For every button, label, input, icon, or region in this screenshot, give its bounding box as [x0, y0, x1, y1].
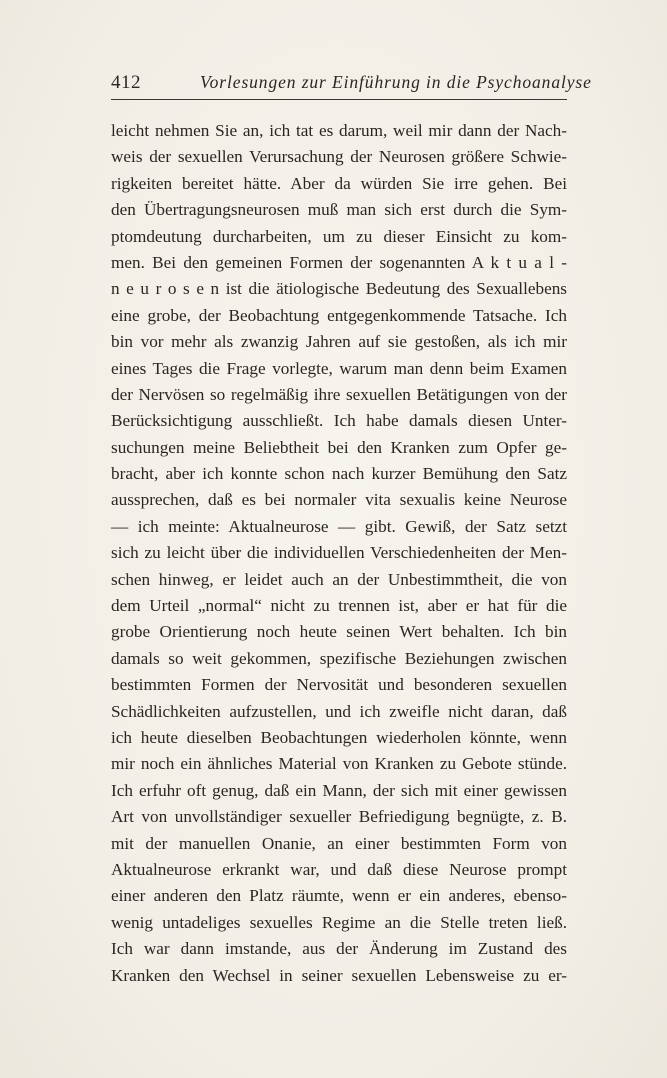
text-line: Berücksichtigung ausschließt. Ich habe damals diesen Unter-	[111, 411, 567, 431]
text-line: den Übertragungsneurosen muß man sich erst durch die Sym-	[111, 200, 567, 220]
text-line: Schädlichkeiten aufzustellen, und ich zweifle nicht daran, daß	[111, 701, 567, 721]
running-title: Vorlesungen zur Einführung in die Psychoanalyse	[200, 72, 592, 92]
text-line: grobe Orientierung noch heute seinen Wert behalten. Ich bin	[111, 622, 567, 642]
text-line: Art von unvollständiger sexueller Befriedigung begnügte, z. B.	[111, 807, 567, 827]
text-line: schen hinweg, er leidet auch an der Unbestimmtheit, die von	[111, 569, 567, 589]
page-header	[111, 72, 592, 98]
header-rule	[111, 99, 567, 100]
text-line: Ich erfuhr oft genug, daß ein Mann, der sich mit einer gewissen	[111, 780, 567, 800]
text-line: men. Bei den gemeinen Formen der sogenannten A k t u a l -	[111, 252, 567, 272]
text-line: weis der sexuellen Verursachung der Neurosen größere Schwie-	[111, 147, 567, 167]
text-line: der Nervösen so regelmäßig ihre sexuellen Betätigungen von der	[111, 384, 567, 404]
text-line: sich zu leicht über die individuellen Verschiedenheiten der Men-	[111, 543, 567, 563]
text-line: bin vor mehr als zwanzig Jahren auf sie gestoßen, als ich mir	[111, 332, 567, 352]
text-line: eine grobe, der Beobachtung entgegenkommende Tatsache. Ich	[111, 305, 567, 325]
text-line: Ich war dann imstande, aus der Änderung im Zustand des	[111, 939, 567, 959]
text-line: mit der manuellen Onanie, an einer bestimmten Form von	[111, 833, 567, 853]
text-line: wenig untadeliges sexuelles Regime an die Stelle treten ließ.	[111, 912, 567, 932]
text-line: aussprechen, daß es bei normaler vita sexualis keine Neurose	[111, 490, 567, 510]
text-line: n e u r o s e n ist die ätiologische Bedeutung des Sexuallebens	[111, 279, 567, 299]
text-line: rigkeiten bereitet hätte. Aber da würden Sie irre gehen. Bei	[111, 173, 567, 193]
text-line: bestimmten Formen der Nervosität und besonderen sexuellen	[111, 675, 567, 695]
text-line: bracht, aber ich konnte schon nach kurzer Bemühung den Satz	[111, 464, 567, 484]
text-line: ptomdeutung durcharbeiten, um zu dieser Einsicht zu kom-	[111, 226, 567, 246]
text-line: suchungen meine Beliebtheit bei den Kranken zum Opfer ge-	[111, 437, 567, 457]
text-line: mir noch ein ähnliches Material von Kranken zu Gebote stünde.	[111, 754, 567, 774]
text-line: einer anderen den Platz räumte, wenn er ein anderes, ebenso-	[111, 886, 567, 906]
text-line: ich heute dieselben Beobachtungen wiederholen könnte, wenn	[111, 727, 567, 747]
text-line: dem Urteil „normal“ nicht zu trennen ist, aber er hat für die	[111, 596, 567, 616]
text-line: eines Tages die Frage vorlegte, warum man denn beim Examen	[111, 358, 567, 378]
page-number: 412	[111, 72, 141, 93]
text-line: — ich meinte: Aktualneurose — gibt. Gewiß, der Satz setzt	[111, 516, 567, 536]
body-text	[111, 118, 567, 989]
text-line: leicht nehmen Sie an, ich tat es darum, weil mir dann der Nach-	[111, 121, 567, 140]
text-line: Kranken den Wechsel in seiner sexuellen Lebensweise zu er-	[111, 965, 567, 985]
text-line: damals so weit gekommen, spezifische Beziehungen zwischen	[111, 648, 567, 668]
text-line: Aktualneurose erkrankt war, und daß diese Neurose prompt	[111, 859, 567, 879]
